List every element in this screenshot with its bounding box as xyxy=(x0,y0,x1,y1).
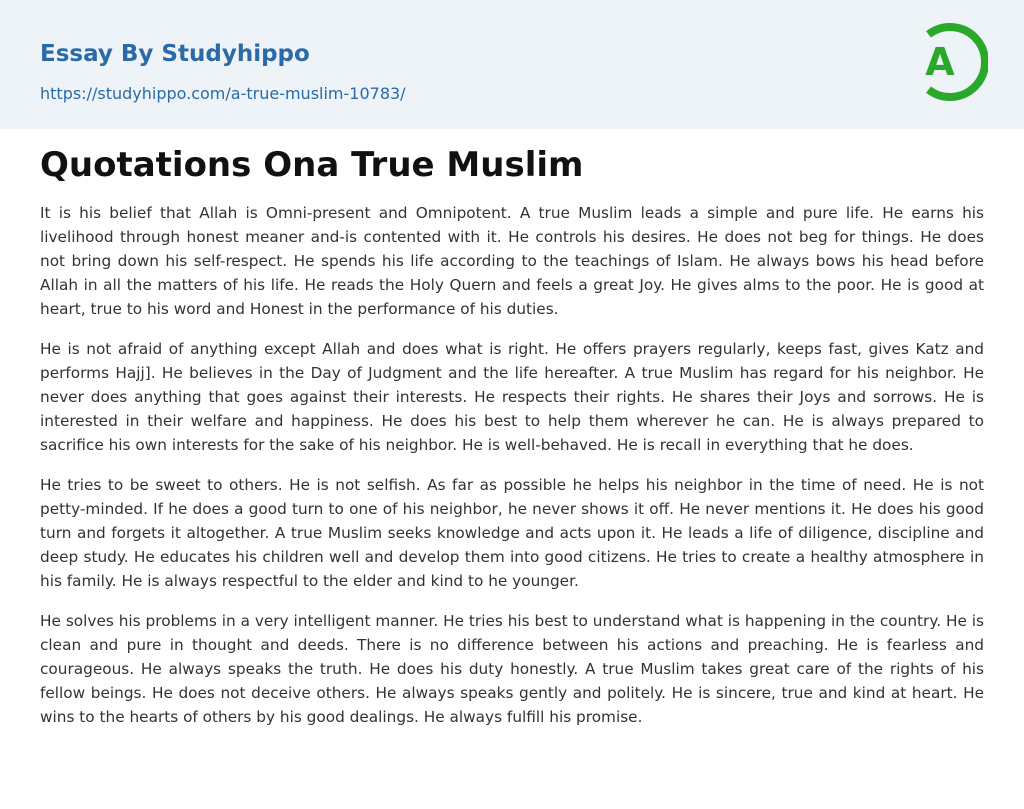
studyhippo-logo-icon[interactable] xyxy=(912,18,988,106)
paragraph-3: He tries to be sweet to others. He is not selfish. As far as possible he helps his neighbor in the time of need. He is not petty-minded. If he does a good turn to one of his neighbor, he never shows it off. He never mentions it. He does his good turn and forgets it altogether. A true Muslim seeks knowledge and acts upon it. He leads a life of diligence, discipline and deep study. He educates his children well and develop them into good citizens. He tries to create a healthy atmosphere in his family. He is always respectful to the elder and kind to he younger. xyxy=(40,476,984,590)
page-title: Quotations Ona True Muslim xyxy=(40,145,584,185)
logo-letter: A xyxy=(925,40,955,84)
brand-title[interactable]: Essay By Studyhippo xyxy=(40,41,310,67)
essay-body xyxy=(40,201,984,745)
source-url-link[interactable]: https://studyhippo.com/a-true-muslim-10783/ xyxy=(40,84,406,103)
paragraph-2: He is not afraid of anything except Allah and does what is right. He offers prayers regularly, keeps fast, gives Katz and performs Hajj]. He believes in the Day of Judgment and the life hereafter. A true Muslim has regard for his neighbor. He never does anything that goes against their interests. He respects their rights. He shares their Joys and sorrows. He is interested in their welfare and happiness. He does his best to help them wherever he can. He is always prepared to sacrifice his own interests for the sake of his neighbor. He is well-behaved. He is recall in everything that he does. xyxy=(40,340,984,454)
paragraph-4: He solves his problems in a very intelligent manner. He tries his best to understand what is happening in the country. He is clean and pure in thought and deeds. There is no difference between his actions and preaching. He is fearless and courageous. He always speaks the truth. He does his duty honestly. A true Muslim takes great care of the rights of his fellow beings. He does not deceive others. He always speaks gently and politely. He is sincere, true and kind at heart. He wins to the hearts of others by his good dealings. He always fulfill his promise. xyxy=(40,612,984,726)
paragraph-1: It is his belief that Allah is Omni-present and Omnipotent. A true Muslim leads a simple and pure life. He earns his livelihood through honest meaner and-is contented with it. He controls his desires. He does not beg for things. He does not bring down his self-respect. He spends his life according to the teachings of Islam. He always bows his head before Allah in all the matters of his life. He reads the Holy Quern and feels a great Joy. He gives alms to the poor. He is good at heart, true to his word and Honest in the performance of his duties. xyxy=(40,204,984,318)
site-header xyxy=(0,0,1024,129)
